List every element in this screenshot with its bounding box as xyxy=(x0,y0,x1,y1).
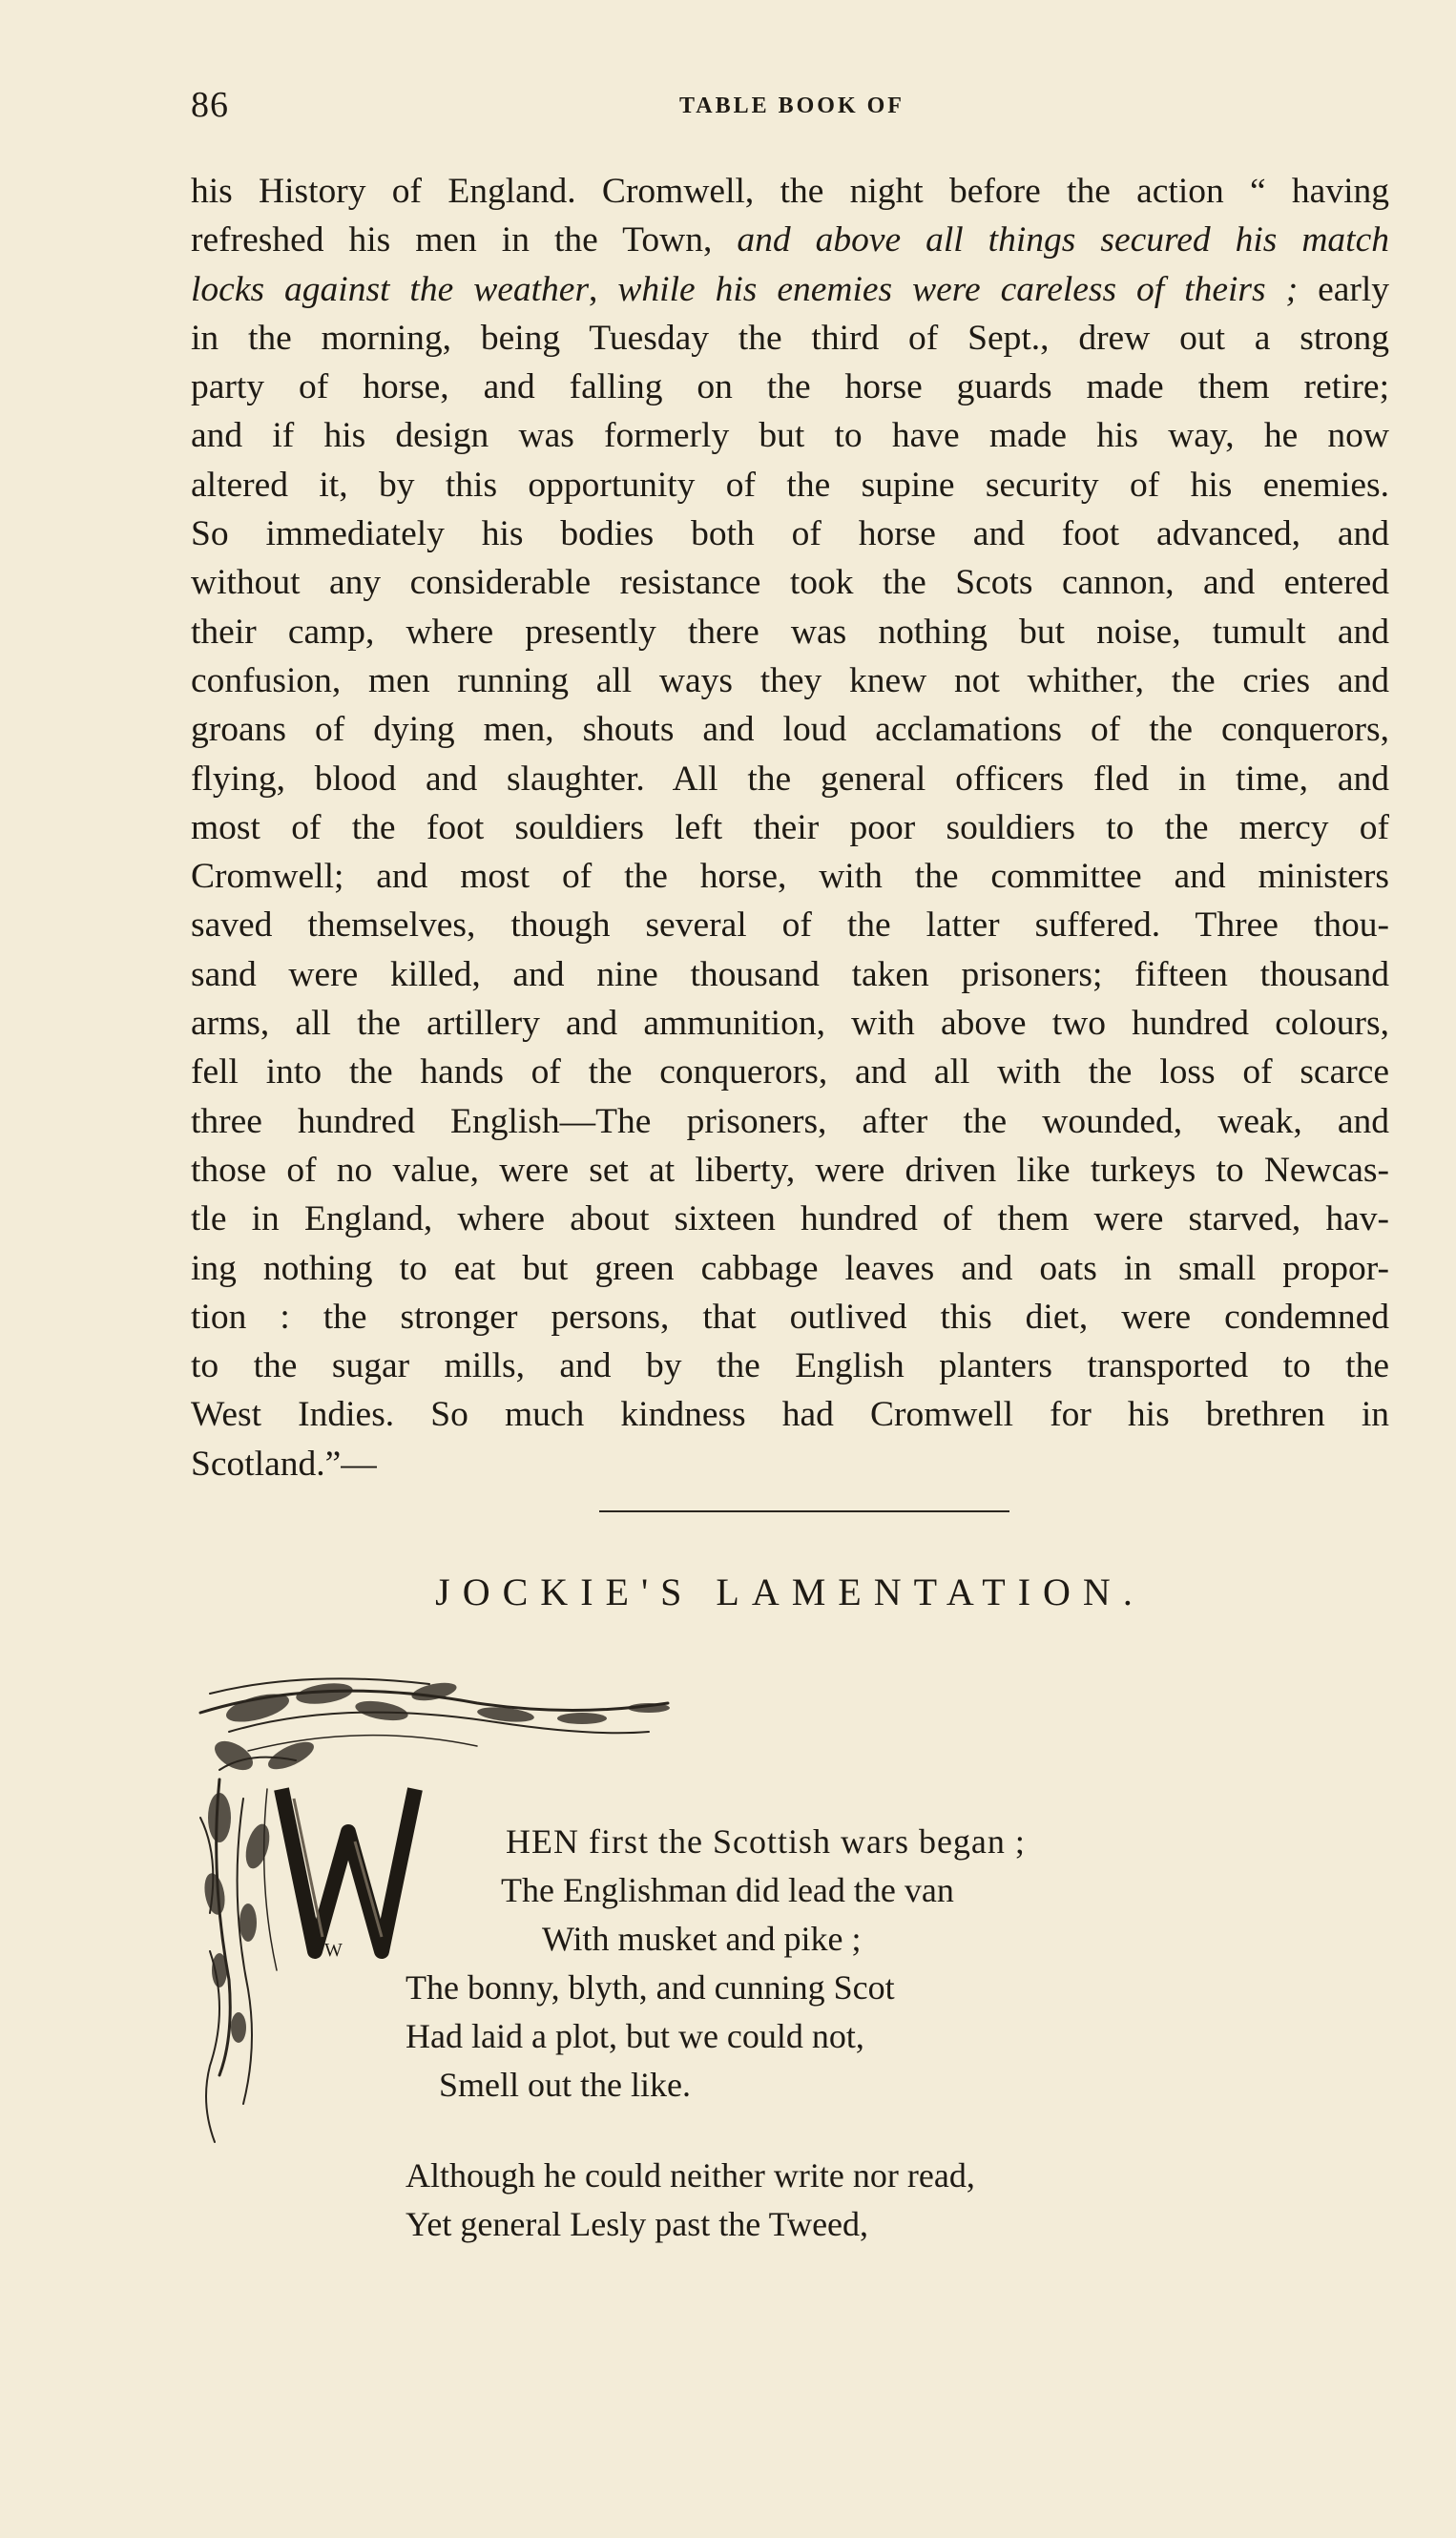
body-line xyxy=(191,510,1389,558)
body-line xyxy=(191,1195,1389,1243)
poem-line: With musket and pike ; xyxy=(542,1920,862,1958)
text-run: tion : the stronger persons, that outlived this diet, were condemned xyxy=(191,1297,1389,1337)
text-run: and if his design was formerly but to have made his way, he now xyxy=(191,416,1389,456)
poem-line: Smell out the like. xyxy=(439,2066,691,2104)
body-line xyxy=(191,265,1389,314)
text-run: to the sugar mills, and by the English planters transported to the xyxy=(191,1346,1389,1386)
text-run: flying, blood and slaughter. All the general officers fled in time, and xyxy=(191,759,1389,799)
body-line xyxy=(191,1048,1389,1096)
body-line xyxy=(191,803,1389,852)
running-head xyxy=(191,84,1393,130)
body-line xyxy=(191,167,1389,216)
body-line xyxy=(191,314,1389,363)
body-line xyxy=(191,999,1389,1048)
text-run: tle in England, where about sixteen hundred of them were starved, hav- xyxy=(191,1199,1389,1239)
text-run: fell into the hands of the conquerors, and all with the loss of scarce xyxy=(191,1052,1389,1092)
body-line xyxy=(191,950,1389,999)
poem-stanza-1 xyxy=(0,1818,1026,2110)
body-line xyxy=(191,852,1389,901)
page-number: 86 xyxy=(191,85,229,125)
text-run: most of the foot souldiers left their poor souldiers to the mercy of xyxy=(191,807,1389,847)
section-divider-rule xyxy=(599,1510,1009,1512)
text-run: , xyxy=(589,269,618,309)
body-line xyxy=(191,461,1389,510)
body-line xyxy=(191,411,1389,460)
text-run: groans of dying men, shouts and loud acclamations of the conquerors, xyxy=(191,710,1389,750)
text-run: in the morning, being Tuesday the third of Sept., drew out a strong xyxy=(191,318,1389,358)
poem-title: JOCKIE'S LAMENTATION. xyxy=(435,1571,1145,1613)
body-line xyxy=(191,1390,1389,1439)
body-line xyxy=(191,1440,1389,1488)
text-run: Scotland.”— xyxy=(191,1444,377,1484)
italic-run: while his enemies were careless of theirs ; xyxy=(617,269,1299,309)
text-run: three hundred English—The prisoners, after the wounded, weak, and xyxy=(191,1101,1389,1141)
text-run: refreshed his men in the Town, xyxy=(191,220,738,260)
poem-line: Although he could neither write nor read, xyxy=(406,2156,975,2195)
body-line xyxy=(191,901,1389,949)
poem-line: Had laid a plot, but we could not, xyxy=(406,2017,864,2055)
poem-line: The bonny, blyth, and cunning Scot xyxy=(406,1968,895,2007)
body-line xyxy=(191,1293,1389,1342)
text-run: arms, all the artillery and ammunition, with above two hundred colours, xyxy=(191,1004,1389,1044)
poem-line: Yet general Lesly past the Tweed, xyxy=(406,2205,869,2243)
body-paragraph xyxy=(191,167,1389,1488)
text-run: his History of England. Cromwell, the night before the action “ having xyxy=(191,172,1389,211)
body-line xyxy=(191,705,1389,754)
body-line xyxy=(191,755,1389,803)
text-run: sand were killed, and nine thousand taken prisoners; fifteen thousand xyxy=(191,954,1389,994)
text-run: ing nothing to eat but green cabbage leaves and oats in small propor- xyxy=(191,1248,1389,1288)
text-run: without any considerable resistance took the Scots cannon, and entered xyxy=(191,563,1389,603)
text-run: altered it, by this opportunity of the supine security of his enemies. xyxy=(191,465,1389,505)
italic-run: locks against the weather xyxy=(191,269,590,309)
text-run: So immediately his bodies both of horse and foot advanced, and xyxy=(191,514,1389,554)
text-run: those of no value, were set at liberty, were driven like turkeys to Newcas- xyxy=(191,1150,1389,1190)
body-line xyxy=(191,216,1389,264)
body-line xyxy=(191,608,1389,656)
text-run: West Indies. So much kindness had Cromwell for his brethren in xyxy=(191,1395,1389,1435)
body-line xyxy=(191,558,1389,607)
poem-stanza-2 xyxy=(0,2152,975,2249)
body-line xyxy=(191,1342,1389,1390)
text-run: saved themselves, though several of the latter suffered. Three thou- xyxy=(191,905,1389,946)
body-line xyxy=(191,1097,1389,1146)
poem-line: HEN first the Scottish wars began ; xyxy=(506,1822,1026,1861)
text-run: party of horse, and falling on the horse guards made them retire; xyxy=(191,367,1389,407)
italic-run: and above all things secured his match xyxy=(737,220,1389,260)
text-run: Cromwell; and most of the horse, with the committee and ministers xyxy=(191,857,1389,897)
drop-cap-letter: W xyxy=(324,1940,343,1961)
poem-line: The Englishman did lead the van xyxy=(501,1871,954,1909)
text-run: confusion, men running all ways they knew not whither, the cries and xyxy=(191,660,1389,700)
text-run: early xyxy=(1298,269,1390,309)
running-title: TABLE BOOK OF xyxy=(679,94,905,118)
body-line xyxy=(191,363,1389,411)
text-run: their camp, where presently there was nothing but noise, tumult and xyxy=(191,612,1389,652)
body-line xyxy=(191,656,1389,705)
body-line xyxy=(191,1146,1389,1195)
body-line xyxy=(191,1244,1389,1293)
